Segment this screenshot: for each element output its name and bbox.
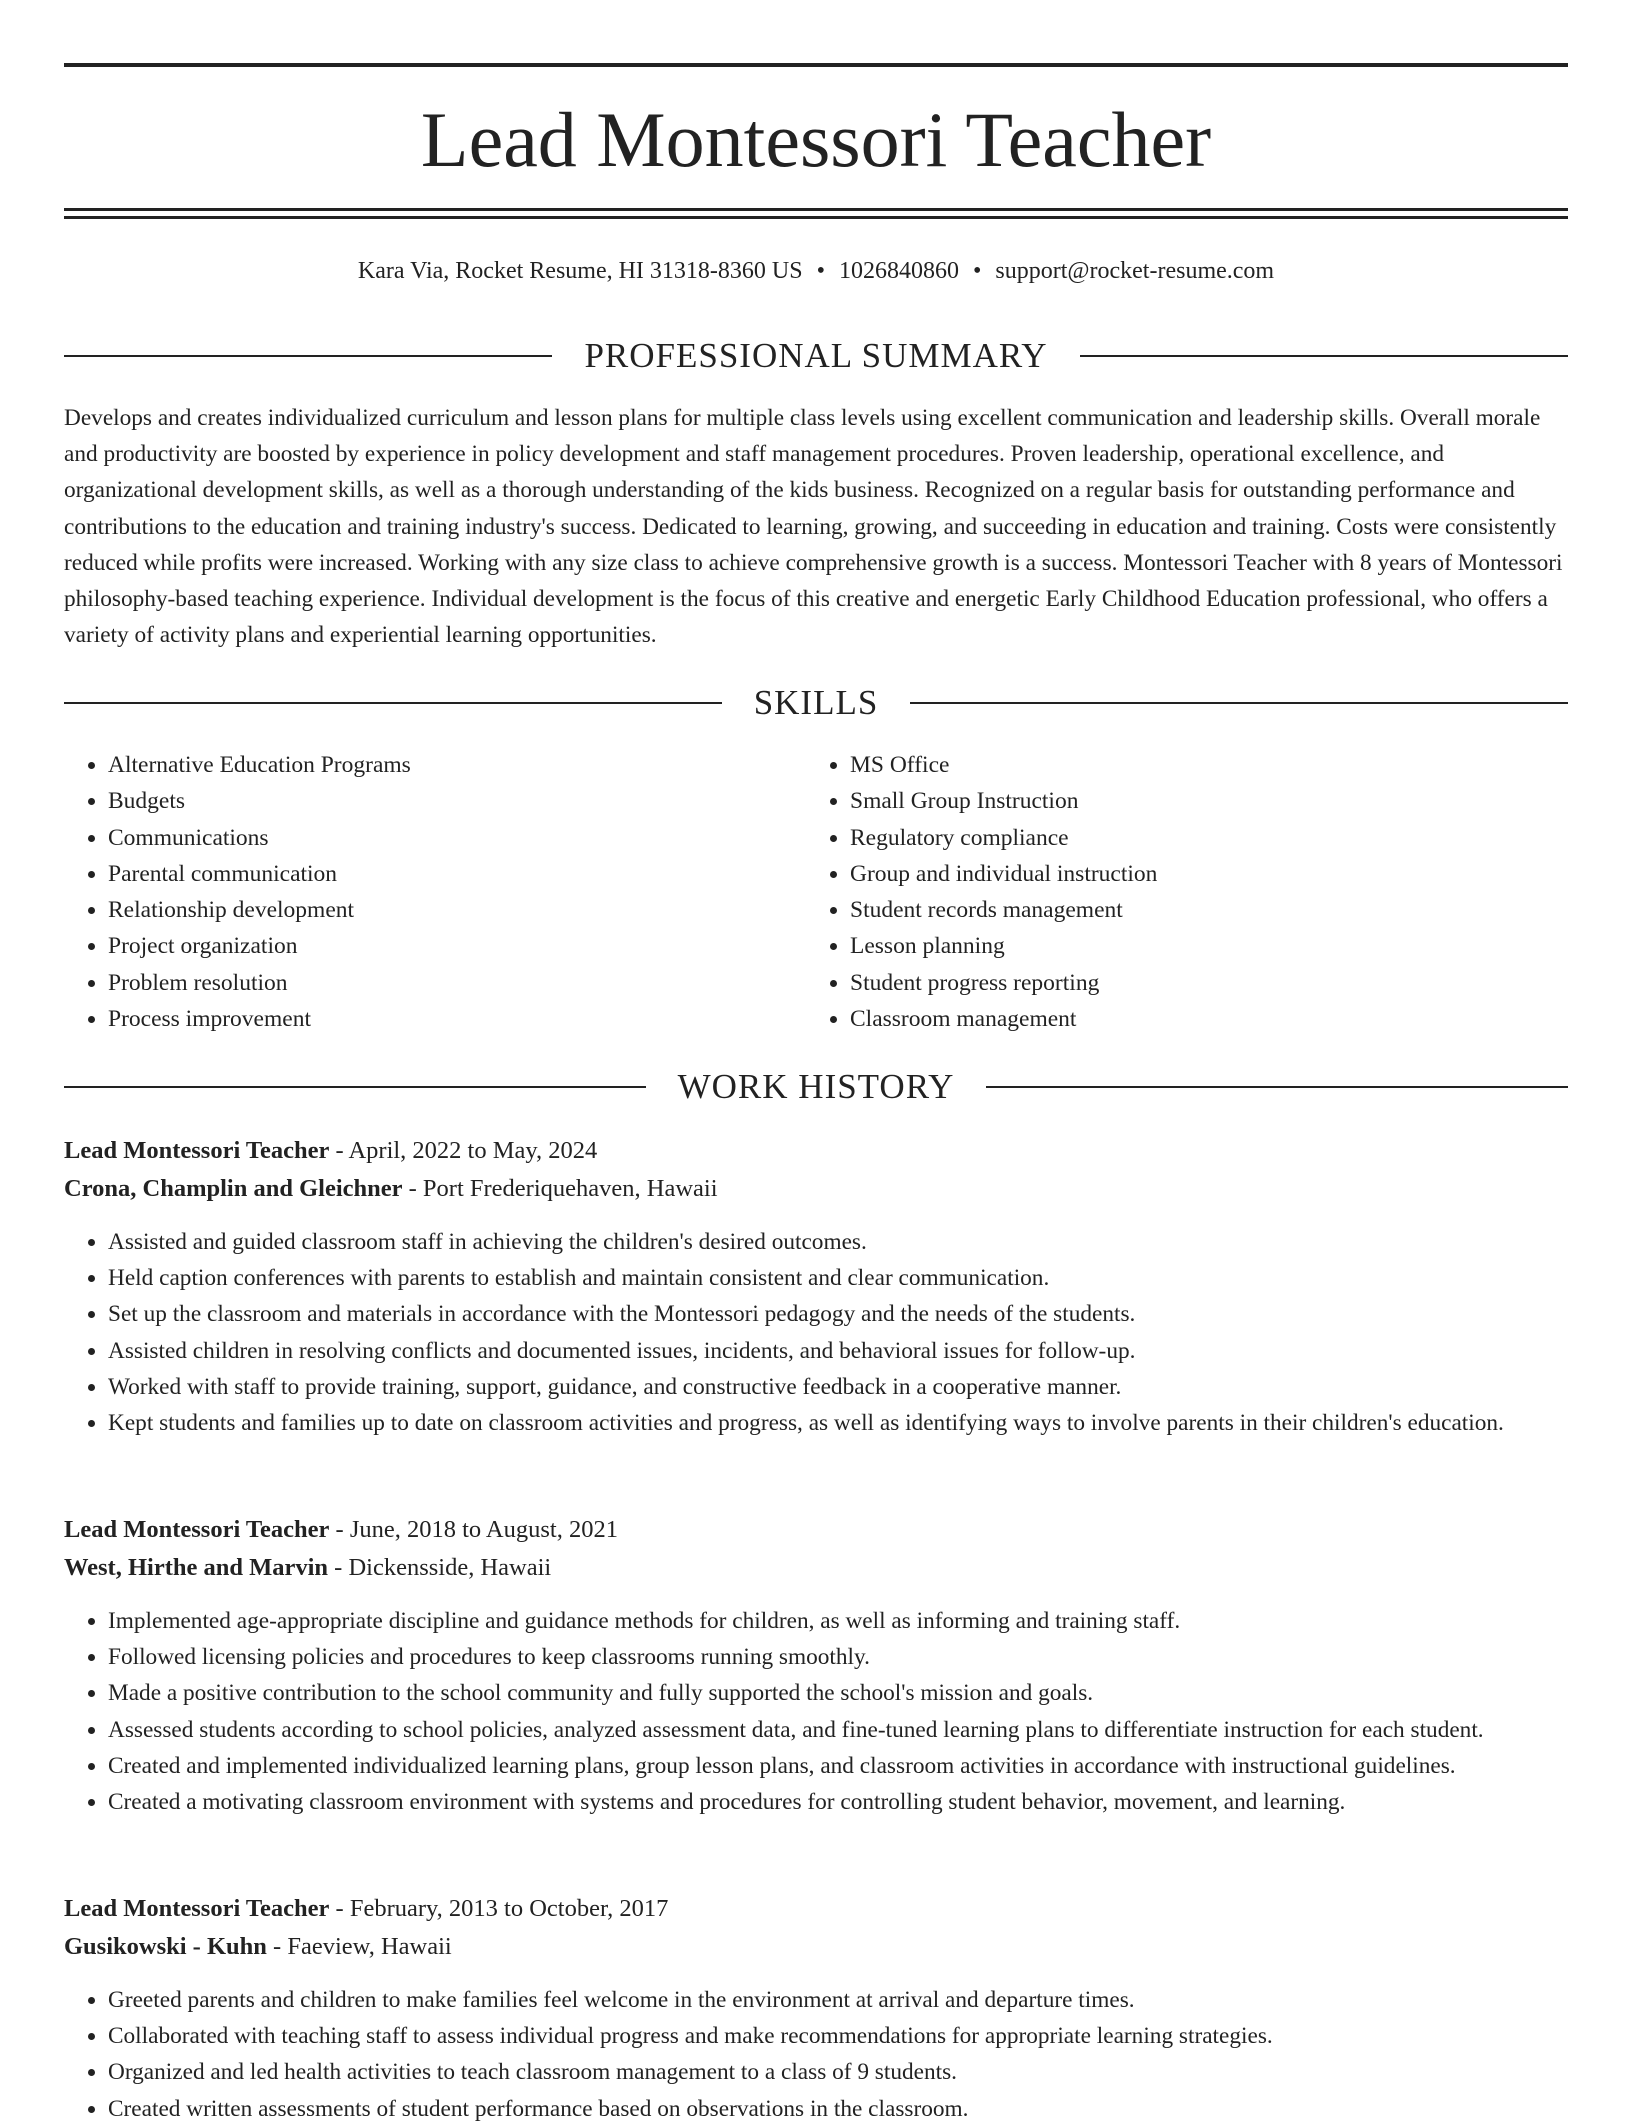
job-location: - Faeview, Hawaii: [266, 1933, 452, 1960]
job-entry-3: [64, 1890, 1568, 2127]
contact-line: [64, 254, 1568, 288]
skill-item: • Problem resolution: [108, 965, 806, 1001]
job-bullet: • Held caption conferences with parents to establish and maintain consistent and clear communication.: [108, 1260, 1568, 1296]
contact-phone: 1026840860: [839, 258, 959, 284]
job-company-line: [64, 1549, 1568, 1587]
job-title-line: [64, 1511, 1568, 1549]
heading-rule-right: [1080, 355, 1568, 357]
title-rule-upper: [64, 208, 1568, 211]
skills-heading-label: SKILLS: [753, 683, 879, 722]
job-bullet: • Assessed students according to school policies, analyzed assessment data, and fine-tuned learning plans to differentiate instruction for each student.: [108, 1712, 1568, 1748]
skills-column-right: [806, 747, 1548, 1037]
skill-item: • Communications: [108, 820, 806, 856]
job-bullet: • Created a motivating classroom environment with systems and procedures for controlling student behavior, movement, and learning.: [108, 1784, 1568, 1820]
title-rule-lower: [64, 216, 1568, 219]
job-bullet: • Followed licensing policies and procedures to keep classrooms running smoothly.: [108, 1639, 1568, 1675]
skill-item: • Student progress reporting: [850, 965, 1548, 1001]
heading-rule-right: [986, 1086, 1568, 1088]
contact-separator: •: [816, 258, 825, 284]
job-title: Lead Montessori Teacher: [64, 1895, 330, 1922]
heading-rule-left: [64, 1086, 646, 1088]
skill-item: • Classroom management: [850, 1001, 1548, 1037]
skill-item: • Parental communication: [108, 856, 806, 892]
job-bullet: • Collaborated with teaching staff to assess individual progress and make recommendations for appropriate learning strategies.: [108, 2018, 1568, 2054]
job-bullet: • Assisted and guided classroom staff in achieving the children's desired outcomes.: [108, 1224, 1568, 1260]
job-dates: - February, 2013 to October, 2017: [329, 1895, 669, 1922]
skills-list: [64, 747, 1568, 1037]
work-history-heading: [64, 1065, 1568, 1109]
job-bullet: • Created and implemented individualized learning plans, group lesson plans, and classroom activities in accordance with instructional guidelines.: [108, 1748, 1568, 1784]
skills-heading: [64, 681, 1568, 725]
job-company-line: [64, 1170, 1568, 1208]
contact-address: Kara Via, Rocket Resume, HI 31318-8360 US: [357, 258, 803, 284]
work-history-heading-label: WORK HISTORY: [677, 1067, 955, 1106]
resume-title: Lead Montessori Teacher: [420, 96, 1212, 183]
job-entry-2: [64, 1511, 1568, 1820]
job-bullet: • Made a positive contribution to the school community and fully supported the school's mission and goals.: [108, 1675, 1568, 1711]
job-bullets: [64, 1982, 1568, 2127]
skill-item: • Project organization: [108, 928, 806, 964]
job-company: Gusikowski - Kuhn: [64, 1933, 267, 1960]
skill-item: • MS Office: [850, 747, 1548, 783]
heading-rule-left: [64, 355, 552, 357]
skill-item: • Process improvement: [108, 1001, 806, 1037]
skills-column-left: [64, 747, 806, 1037]
job-bullet: • Implemented age-appropriate discipline and guidance methods for children, as well as informing and training staff.: [108, 1603, 1568, 1639]
skill-item: • Budgets: [108, 783, 806, 819]
job-title: Lead Montessori Teacher: [64, 1137, 330, 1164]
job-location: - Port Frederiquehaven, Hawaii: [402, 1175, 718, 1202]
job-bullet: • Organized and led health activities to teach classroom management to a class of 9 students.: [108, 2054, 1568, 2090]
job-dates: - April, 2022 to May, 2024: [329, 1137, 598, 1164]
contact-email: support@rocket-resume.com: [995, 258, 1275, 284]
heading-rule-right: [910, 702, 1568, 704]
job-title-line: [64, 1132, 1568, 1170]
job-bullets: [64, 1224, 1568, 1441]
job-company-line: [64, 1928, 1568, 1966]
skill-item: • Group and individual instruction: [850, 856, 1548, 892]
skill-item: • Lesson planning: [850, 928, 1548, 964]
job-company: West, Hirthe and Marvin: [64, 1554, 329, 1581]
job-location: - Dickensside, Hawaii: [328, 1554, 552, 1581]
skill-item: • Student records management: [850, 892, 1548, 928]
job-title-line: [64, 1890, 1568, 1928]
summary-heading-label: PROFESSIONAL SUMMARY: [584, 336, 1048, 375]
skill-item: • Alternative Education Programs: [108, 747, 806, 783]
top-rule: [64, 63, 1568, 67]
job-company: Crona, Champlin and Gleichner: [64, 1175, 403, 1202]
heading-rule-left: [64, 702, 722, 704]
job-dates: - June, 2018 to August, 2021: [329, 1516, 618, 1543]
summary-text: Develops and creates individualized curriculum and lesson plans for multiple class levels using excellent communication and leadership skills. Overall morale and productivity are boosted by experience in policy development and staff management procedures. Proven leadership, operational excellence, and organizational development skills, as well as a thorough understanding of the kids business. Recognized on a regular basis for outstanding performance and contributions to the education and training industry's success. Dedicated to learning, growing, and succeeding in education and training. Costs were consistently reduced while profits were increased. Working with any size class to achieve comprehensive growth is a success. Montessori Teacher with 8 years of Montessori philosophy-based teaching experience. Individual development is the focus of this creative and energetic Early Childhood Education professional, who offers a variety of activity plans and experiential learning opportunities.: [64, 405, 1563, 649]
job-bullet: • Assisted children in resolving conflicts and documented issues, incidents, and behavioral issues for follow-up.: [108, 1333, 1568, 1369]
contact-separator: •: [973, 258, 982, 284]
skill-item: • Regulatory compliance: [850, 820, 1548, 856]
job-bullets: [64, 1603, 1568, 1820]
job-entry-1: [64, 1132, 1568, 1441]
job-bullet: • Set up the classroom and materials in accordance with the Montessori pedagogy and the needs of the students.: [108, 1296, 1568, 1332]
summary-heading: [64, 334, 1568, 378]
job-title: Lead Montessori Teacher: [64, 1516, 330, 1543]
job-bullet: • Kept students and families up to date on classroom activities and progress, as well as identifying ways to involve parents in their children's education.: [108, 1405, 1568, 1441]
job-bullet: • Worked with staff to provide training, support, guidance, and constructive feedback in a cooperative manner.: [108, 1369, 1568, 1405]
skill-item: • Small Group Instruction: [850, 783, 1548, 819]
skill-item: • Relationship development: [108, 892, 806, 928]
job-bullet: • Greeted parents and children to make families feel welcome in the environment at arrival and departure times.: [108, 1982, 1568, 2018]
job-bullet: • Created written assessments of student performance based on observations in the classroom.: [108, 2091, 1568, 2127]
